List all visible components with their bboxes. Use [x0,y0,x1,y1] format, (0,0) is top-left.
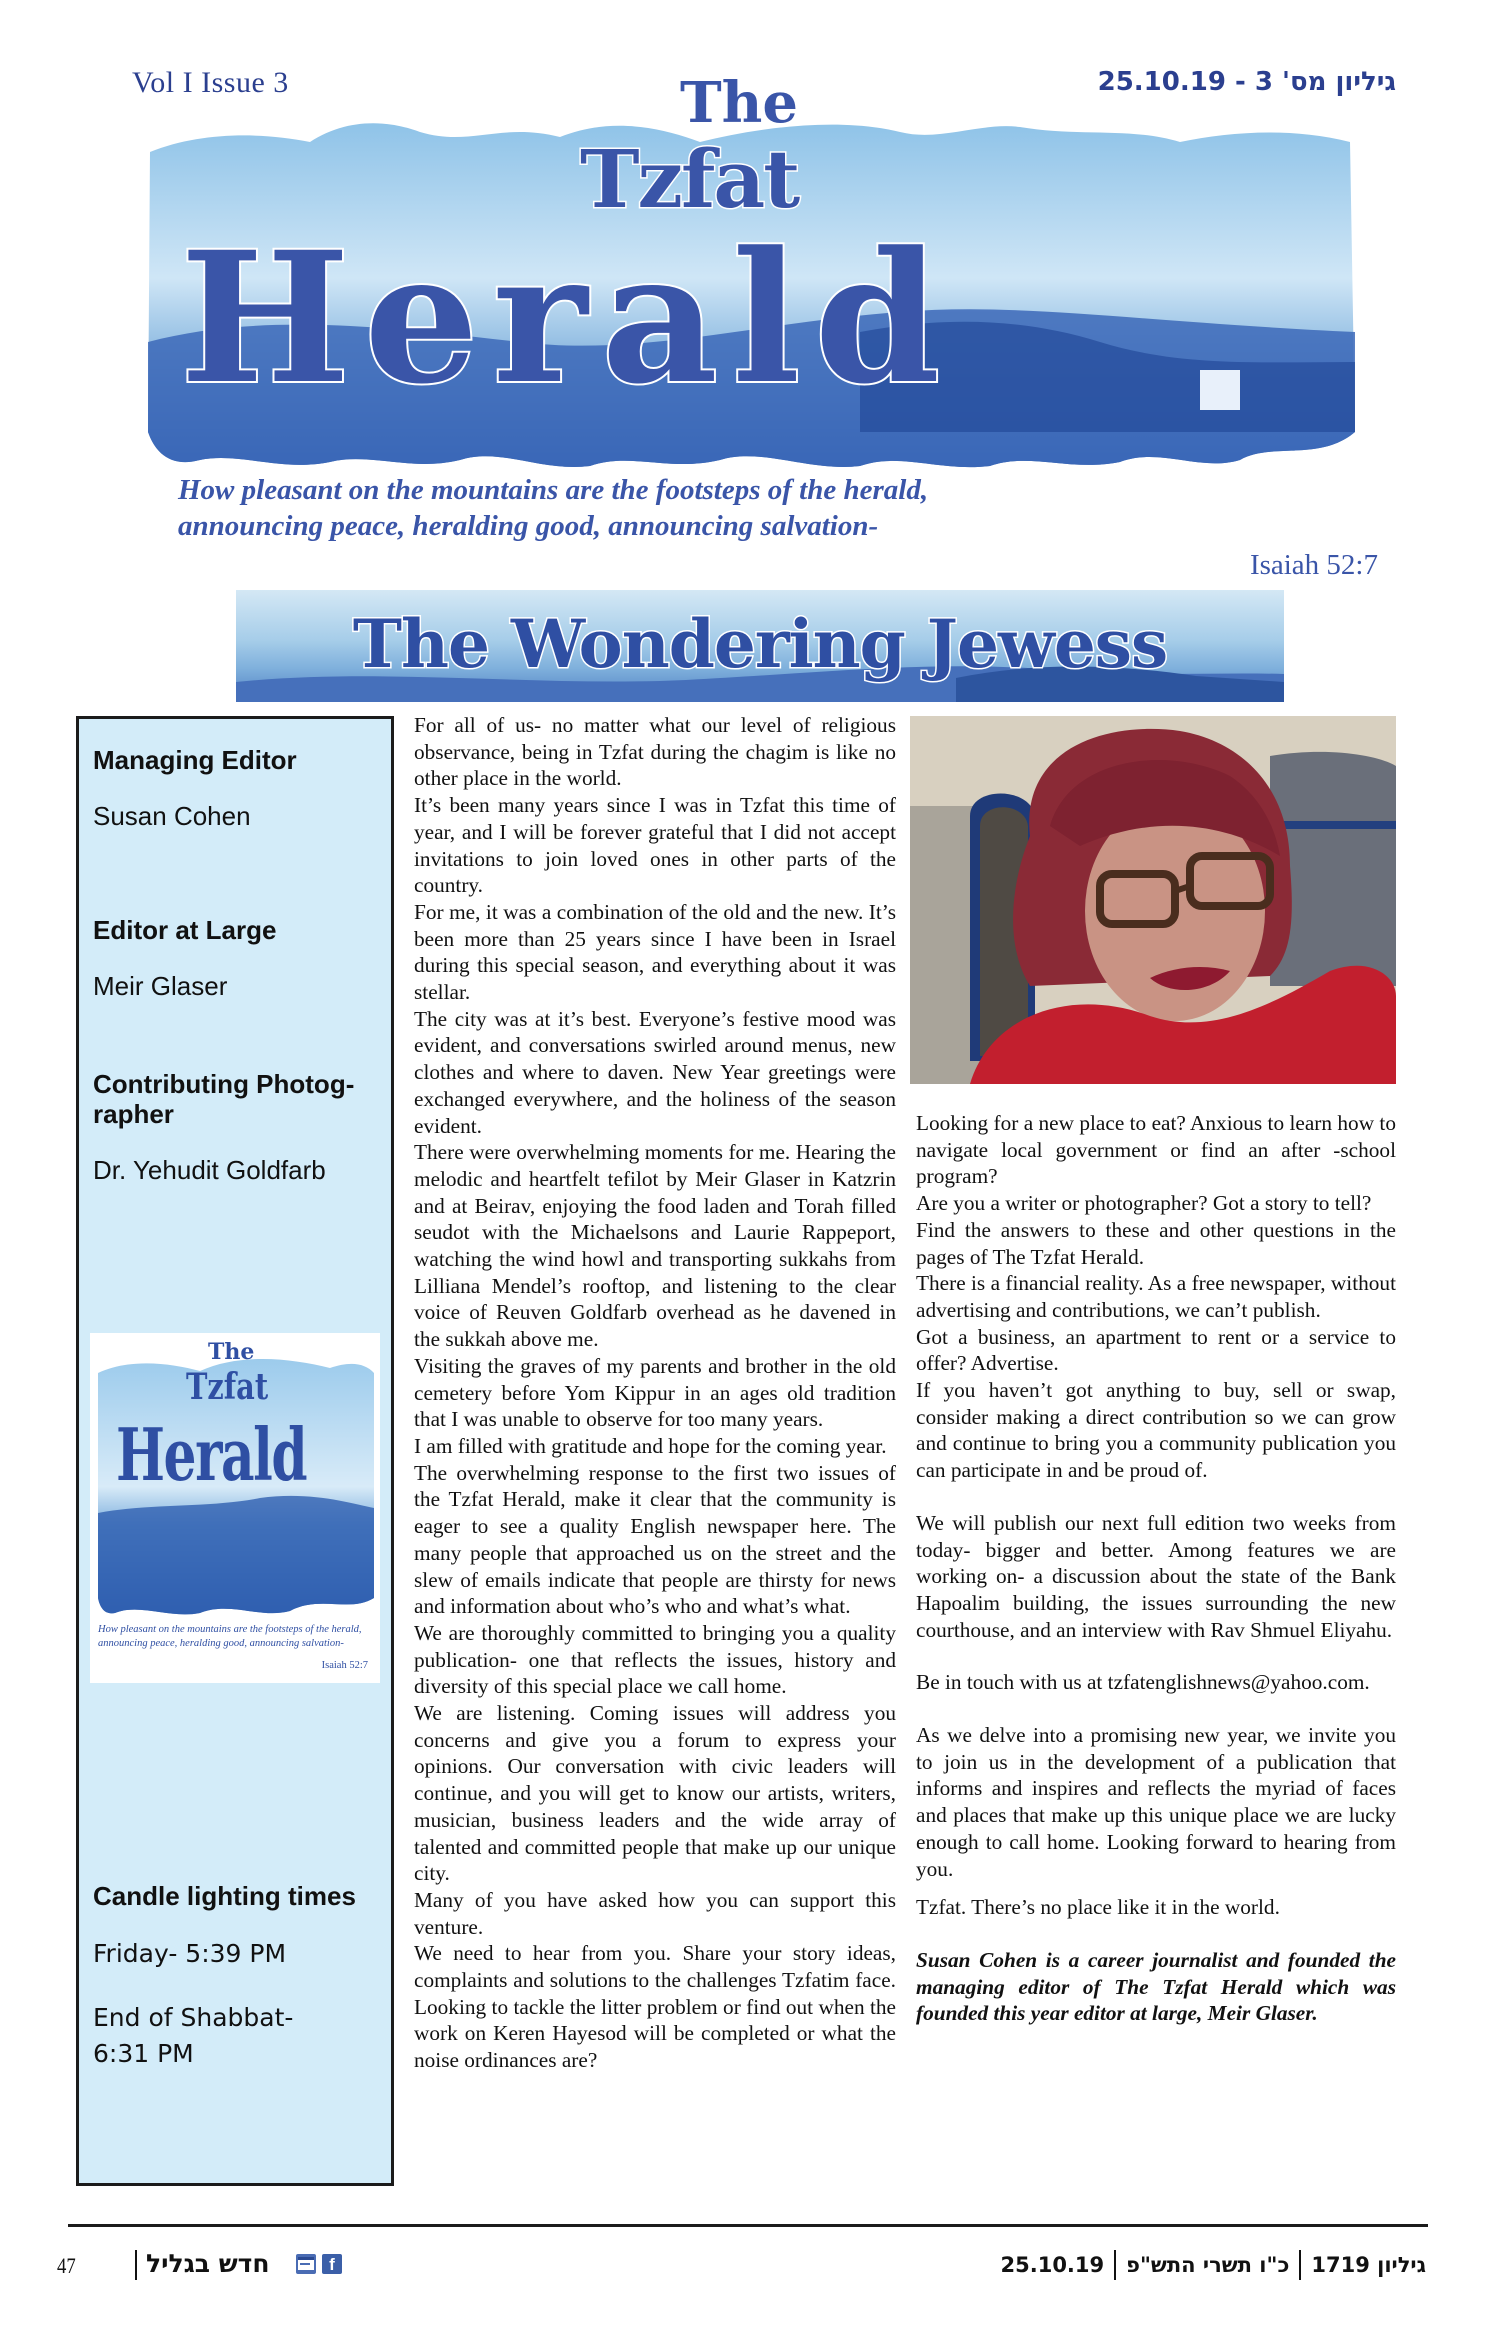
column-banner [236,590,1284,702]
volume-issue: Vol I Issue 3 [132,66,289,99]
friday-candle-time: Friday- 5:39 PM [93,1939,287,1968]
footer-separator [1114,2250,1116,2280]
paragraph-invite: As we delve into a promising new year, we invite you to join us in the development of a publication that informs and inspires and reflects the myriad of faces and places that make up this unique place we are lucky enough to call home. Looking forward to hearing from you. [916,1723,1396,1881]
end-of-shabbat-time: 6:31 PM [93,2039,194,2068]
footer-issue-info [1001,2250,1427,2280]
paragraph: I am filled with gratitude and hope for the coming year. [414,1433,887,1458]
quote-source: Isaiah 52:7 [1249,549,1378,581]
masthead-quote [178,472,1378,544]
paragraph: For me, it was a combination of the old and the new. It’s been more than 25 years since I have been in Israel during this special season, and everything about it was stellar. [414,899,896,1005]
footer-hebrew-date: כ"ו תשרי התש"פ [1126,2253,1290,2277]
page-number: 47 [57,2253,76,2278]
footer-separator [1299,2250,1301,2280]
author-photo [910,716,1396,1084]
masthead-tzfat: Tzfat [580,132,799,226]
paragraph: It’s been many years since I was in Tzfat this time of year, and I will be forever grateful that I did not accept invitations to join loved ones in other parts of the country. [414,793,896,898]
paragraph: The city was at it’s best. Everyone’s festive mood was evident, and conversations swirled around menus, new clothes and where to daven. New Year greetings were exchanged everywhere, and the holiness of the season evident. [414,1006,896,1138]
paragraph-contact: Be in touch with us at tzfatenglishnews@yahoo.com. [916,1670,1370,1695]
role-line-2: rapher [93,1099,174,1129]
column-title: The Wondering Jewess [352,605,1168,683]
publication-brand: חדש בגליל [146,2249,270,2278]
facebook-icon[interactable]: f [322,2254,342,2274]
footer-date: 25.10.19 [1000,2253,1105,2277]
thumbnail-the: The [208,1339,255,1365]
name-contributing-photographer: Dr. Yehudit Goldfarb [93,1155,326,1185]
masthead-the: The [680,70,799,136]
paragraph: Are you a writer or photographer? Got a story to tell? [916,1191,1372,1216]
paragraph: Many of you have asked how you can support this venture. [414,1887,896,1939]
thumbnail-herald: Herald [116,1412,307,1497]
web-icon[interactable] [296,2254,316,2274]
paragraph: Got a business, an apartment to rent or a service to offer? Advertise. [916,1324,1396,1376]
name-editor-at-large: Meir Glaser [93,971,228,1001]
paragraph: If you haven’t got anything to buy, sell or swap, consider making a direct contribution so we can grow and continue to bring you a community publication you can participate in and be proud of. [916,1378,1396,1483]
paragraph: There is a financial reality. As a free newspaper, without advertising and contributions, we can’t publish. [916,1271,1396,1322]
article-column-2 [916,1110,1396,2027]
author-bio: Susan Cohen is a career journalist and founded the managing editor of The Tzfat Herald which was founded this year editor at large, Meir Glaser. [916,1947,1396,2026]
end-of-shabbat-label: End of Shabbat- [93,2003,294,2032]
paragraph: Looking for a new place to eat? Anxious to learn how to navigate local government or find an after -school program? [916,1111,1396,1189]
role-line-1: Contributing Photog- [93,1069,355,1099]
staff-sidebar [76,716,394,2186]
paragraph-next-edition: We will publish our next full edition two weeks from today- bigger and better. Among features we are working on- a discussion about the state of the Bank Hapoalim building, the issues surrounding the new courthouse, and an interview with Rav Shmuel Eliyahu. [916,1510,1396,1642]
paragraph: We need to hear from you. Share your story ideas, complaints and solutions to the challenges Tzfatim face. Looking to tackle the litter problem or find out when the work on Keren Hayesod will be completed or what the noise ordinances are? [414,1941,896,2073]
author-portrait-image [910,716,1396,1084]
role-editor-at-large: Editor at Large [93,915,277,945]
footer-divider [68,2224,1428,2227]
candle-lighting-heading: Candle lighting times [93,1881,356,1911]
paragraph: Find the answers to these and other questions in the pages of The Tzfat Herald. [916,1217,1396,1269]
thumbnail-tzfat: Tzfat [186,1366,269,1408]
name-managing-editor: Susan Cohen [93,801,251,831]
paragraph: We are listening. Coming issues will address you concerns and give you a forum to express your opinions. Our conversation with civic leaders will continue, and you will get to know our artists, writers, musician, business leaders and the wide array of talented and committed people that make up our unique city. [414,1701,896,1886]
masthead-herald: Herald [180,213,955,424]
quote-line-1: How pleasant on the mountains are the footsteps of the herald, [178,474,929,506]
role-managing-editor: Managing Editor [93,745,297,775]
article-column-1 [414,712,896,2074]
paragraph-closing: Tzfat. There’s no place like it in the world. [916,1895,1280,1920]
role-contributing-photographer [93,1069,378,1129]
thumbnail-source: Isaiah 52:7 [321,1660,368,1671]
paragraph: There were overwhelming moments for me. Hearing the melodic and heartfelt tefilot by Meir Glaser in Katzrin and at Beirav, enjoying the food laden and Torah filled seudot with the Michaelsons and Laurie Rappeport, watching the wind howl and transporting sukkahs from Lilliana Mendel’s rooftop, and listening to the clear voice of Reuven Goldfarb overhead as he davened in the sukkah above me. [414,1140,896,1352]
hebrew-issue-date: גיליון מס' 3 - 25.10.19 [1097,67,1396,97]
footer-separator [135,2250,137,2280]
paragraph: The overwhelming response to the first two issues of the Tzfat Herald, make it clear that the community is eager to see a quality English newspaper here. The many people that approached us on the street and the slew of emails indicate that people are thirsty for news and information about who’s who and what’s what. [414,1460,896,1619]
herald-thumbnail [90,1333,380,1683]
thumbnail-quote: How pleasant on the mountains are the footsteps of the herald, announcing peace, heralding good, announcing salvation- [98,1624,362,1649]
paragraph: We are thoroughly committed to bringing you a quality publication- one that reflects the issues, history and diversity of this special place we call home. [414,1620,896,1699]
paragraph: Visiting the graves of my parents and brother in the old cemetery before Yom Kippur in an ages old tradition that I was unable to observe for too many years. [414,1353,896,1432]
paragraph: For all of us- no matter what our level of religious observance, being in Tzfat during the chagim is like no other place in the world. [414,713,896,791]
footer-issue-number: גיליון 1719 [1311,2253,1426,2277]
quote-line-2: announcing peace, heralding good, announcing salvation- [178,510,879,542]
